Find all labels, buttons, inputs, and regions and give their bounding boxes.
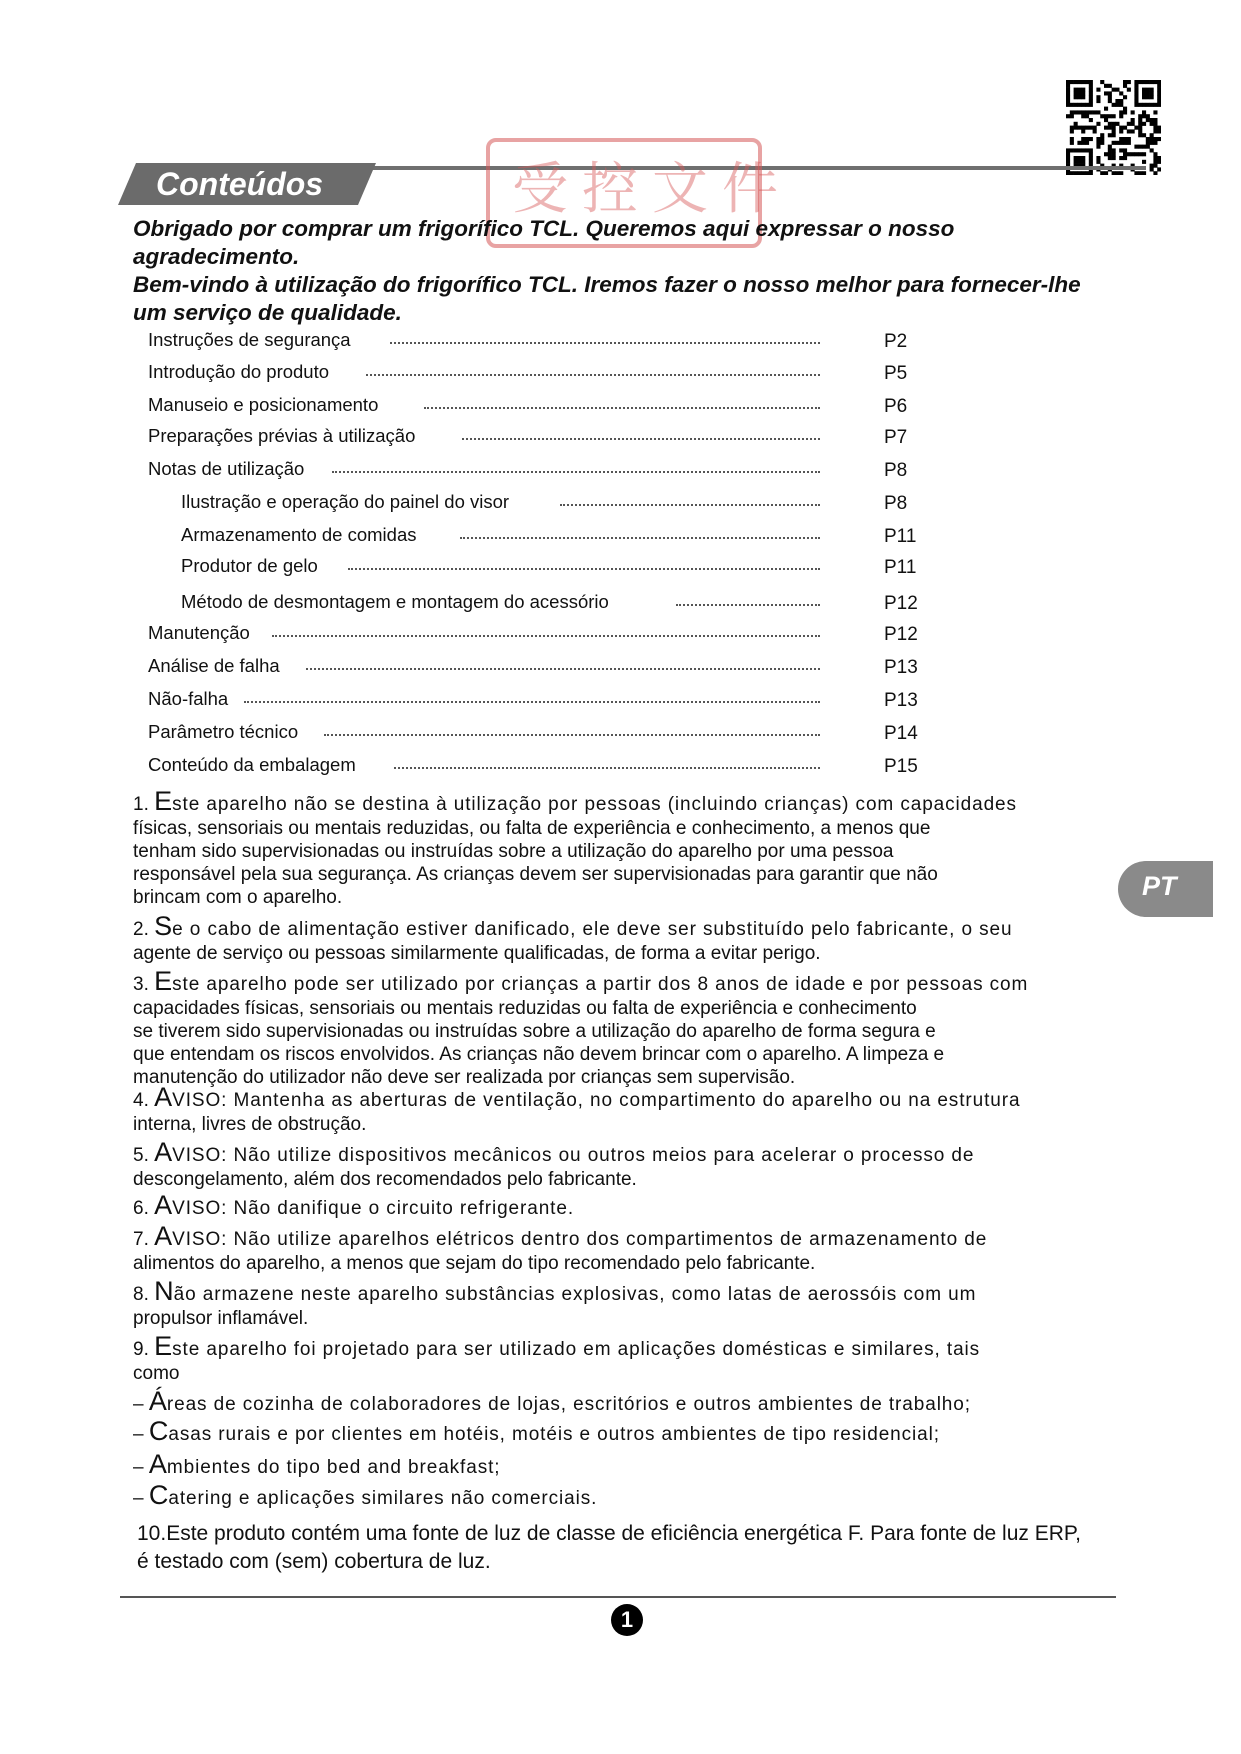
toc-entry-page: P2 xyxy=(884,331,908,352)
safety-item-line: interna, livres de obstrução. xyxy=(133,1114,367,1135)
toc-entry xyxy=(0,424,1000,450)
toc-entry-label: Manuseio e posicionamento xyxy=(148,394,379,415)
qr-code xyxy=(1066,80,1161,175)
safety-item-line: propulsor inflamável. xyxy=(133,1308,309,1329)
safety-item-initial: A xyxy=(148,1449,167,1479)
toc-entry xyxy=(0,621,1000,647)
safety-item-first-line xyxy=(133,786,1153,817)
title-banner xyxy=(118,163,376,205)
safety-item-text: VISO: Não danifique o circuito refrigerante. xyxy=(172,1198,574,1219)
safety-item-text: atering e aplicações similares não comerciais. xyxy=(168,1488,598,1509)
safety-item-number: 8. xyxy=(133,1284,149,1305)
safety-item-first-line xyxy=(133,1416,1153,1447)
safety-item-line: que entendam os riscos envolvidos. As crianças não devem brincar com o aparelho. A limpeza e xyxy=(133,1044,945,1065)
safety-item-number: 3. xyxy=(133,974,149,995)
stamp-text: 受控文件 xyxy=(512,157,792,222)
toc-entry-label: Preparações prévias à utilização xyxy=(148,425,416,446)
toc-entry-page: P7 xyxy=(884,427,908,448)
safety-item-line: responsável pela sua segurança. As crianças devem ser supervisionadas para garantir que não xyxy=(133,864,938,885)
safety-item-text: asas rurais e por clientes em hotéis, motéis e outros ambientes de tipo residencial; xyxy=(168,1424,940,1445)
toc-entry-label: Não-falha xyxy=(148,688,229,709)
page-title: Conteúdos xyxy=(156,166,324,202)
safety-item-text: ste aparelho não se destina à utilização por pessoas (incluindo crianças) com capacidades xyxy=(172,794,1017,815)
safety-item-initial: Á xyxy=(148,1386,167,1416)
toc-entry-page: P13 xyxy=(884,690,918,711)
safety-item xyxy=(133,786,1153,909)
toc-leader-dots xyxy=(244,701,820,703)
safety-item-initial: E xyxy=(154,966,173,996)
safety-item-initial: A xyxy=(154,1137,173,1167)
toc-leader-dots xyxy=(560,504,820,506)
safety-item xyxy=(133,1082,1153,1136)
safety-item-text: ão armazene neste aparelho substâncias explosivas, como latas de aerossóis com um xyxy=(173,1284,977,1305)
safety-item-initial: C xyxy=(148,1480,169,1510)
intro-thanks: Obrigado por comprar um frigorífico TCL. Queremos aqui expressar o nosso agradecimento. xyxy=(133,216,955,269)
safety-item-number: – xyxy=(133,1457,144,1478)
toc-entry-page: P5 xyxy=(884,363,908,384)
safety-item-first-line xyxy=(133,1480,1153,1511)
safety-item-first-line xyxy=(133,1190,1153,1221)
safety-item xyxy=(133,1386,1153,1417)
safety-item xyxy=(133,1480,1153,1511)
toc-leader-dots xyxy=(332,471,820,473)
page-number: 1 xyxy=(611,1604,643,1636)
toc-entry xyxy=(0,753,1000,779)
toc-entry-page: P15 xyxy=(884,756,918,777)
toc-leader-dots xyxy=(394,767,820,769)
safety-item xyxy=(133,1137,1153,1191)
toc-entry xyxy=(0,457,1000,483)
toc-entry-label: Produtor de gelo xyxy=(181,555,318,576)
safety-item-initial: A xyxy=(154,1221,173,1251)
toc-entry-page: P14 xyxy=(884,723,918,744)
toc-leader-dots xyxy=(390,342,820,344)
safety-item-number: – xyxy=(133,1424,144,1445)
toc-leader-dots xyxy=(460,537,820,539)
safety-item-initial: E xyxy=(154,786,173,816)
item10-line2: é testado com (sem) cobertura de luz. xyxy=(137,1550,491,1573)
toc-entry xyxy=(0,687,1000,713)
toc-entry-label: Manutenção xyxy=(148,622,250,643)
safety-item xyxy=(133,1449,1153,1480)
toc-entry xyxy=(0,554,1000,580)
safety-item-first-line xyxy=(133,1137,1153,1168)
toc-entry-page: P8 xyxy=(884,493,908,514)
toc-entry xyxy=(0,360,1000,386)
toc-leader-dots xyxy=(462,438,820,440)
safety-item-first-line xyxy=(133,1221,1153,1252)
toc-entry xyxy=(0,393,1000,419)
toc-entry-page: P12 xyxy=(884,624,918,645)
safety-item-line: físicas, sensoriais ou mentais reduzidas, ou falta de experiência e conhecimento, a menos que xyxy=(133,818,931,839)
safety-item-first-line xyxy=(133,966,1153,997)
toc-leader-dots xyxy=(272,635,820,637)
safety-item xyxy=(133,1331,1153,1385)
toc-entry xyxy=(0,490,1000,516)
safety-item-text: VISO: Não utilize aparelhos elétricos dentro dos compartimentos de armazenamento de xyxy=(172,1229,988,1250)
safety-item-10 xyxy=(137,1520,1157,1576)
toc-leader-dots xyxy=(366,374,820,376)
safety-item-number: – xyxy=(133,1394,144,1415)
safety-item-number: 2. xyxy=(133,919,149,940)
safety-item-text: reas de cozinha de colaboradores de lojas, escritórios e outros ambientes de trabalho; xyxy=(166,1394,971,1415)
safety-item-initial: A xyxy=(154,1190,173,1220)
safety-item-number: 9. xyxy=(133,1339,149,1360)
safety-item-number: – xyxy=(133,1488,144,1509)
safety-item-first-line xyxy=(133,1331,1153,1362)
toc-entry-page: P11 xyxy=(884,557,917,578)
safety-item-initial: N xyxy=(154,1276,174,1306)
toc-entry xyxy=(0,590,1000,616)
item10-line1: 10.Este produto contém uma fonte de luz de classe de eficiência energética F. Para fonte de luz ERP, xyxy=(137,1522,1082,1545)
safety-item-initial: S xyxy=(154,911,173,941)
safety-item-line: como xyxy=(133,1363,180,1384)
safety-item-text: e o cabo de alimentação estiver danificado, ele deve ser substituído pelo fabricante, o seu xyxy=(172,919,1013,940)
toc-entry-page: P12 xyxy=(884,593,918,614)
toc-entry-page: P6 xyxy=(884,396,908,417)
safety-item-initial: C xyxy=(148,1416,169,1446)
safety-item xyxy=(133,966,1153,1089)
toc-entry-label: Método de desmontagem e montagem do acessório xyxy=(181,591,609,612)
safety-item xyxy=(133,911,1153,965)
safety-item-first-line xyxy=(133,1276,1153,1307)
safety-item-first-line xyxy=(133,911,1153,942)
safety-item-line: capacidades físicas, sensoriais ou mentais reduzidas ou falta de experiência e conhecimento xyxy=(133,998,917,1019)
safety-item-number: 5. xyxy=(133,1145,149,1166)
safety-item-line: alimentos do aparelho, a menos que sejam do tipo recomendado pelo fabricante. xyxy=(133,1253,816,1274)
toc-leader-dots xyxy=(348,568,820,570)
safety-item-line: manutenção do utilizador não deve ser realizada por crianças sem supervisão. xyxy=(133,1067,796,1088)
toc-entry xyxy=(0,328,1000,354)
safety-item-initial: E xyxy=(154,1331,173,1361)
safety-item-text: VISO: Não utilize dispositivos mecânicos ou outros meios para acelerar o processo de xyxy=(172,1145,975,1166)
safety-item-text: ste aparelho pode ser utilizado por crianças a partir dos 8 anos de idade e por pessoas com xyxy=(172,974,1029,995)
intro-welcome: Bem-vindo à utilização do frigorífico TCL. Iremos fazer o nosso melhor para fornecer-lhe um serviço de qualidade. xyxy=(133,272,1081,325)
toc-entry xyxy=(0,523,1000,549)
toc-entry-label: Notas de utilização xyxy=(148,458,305,479)
toc-leader-dots xyxy=(324,734,820,736)
safety-item-line: brincam com o aparelho. xyxy=(133,887,343,908)
toc-leader-dots xyxy=(424,407,820,409)
safety-item-line: descongelamento, além dos recomendados pelo fabricante. xyxy=(133,1169,637,1190)
safety-item-number: 7. xyxy=(133,1229,149,1250)
footer-rule xyxy=(120,1596,1116,1598)
safety-item-line: se tiverem sido supervisionadas ou instruídas sobre a utilização do aparelho de forma segura e xyxy=(133,1021,936,1042)
toc-entry-label: Conteúdo da embalagem xyxy=(148,754,356,775)
toc-entry xyxy=(0,654,1000,680)
safety-item xyxy=(133,1190,1153,1221)
safety-item-number: 6. xyxy=(133,1198,149,1219)
safety-item-first-line xyxy=(133,1386,1153,1417)
toc-entry-label: Armazenamento de comidas xyxy=(181,524,417,545)
safety-item-line: agente de serviço ou pessoas similarmente qualificadas, de forma a evitar perigo. xyxy=(133,943,821,964)
toc-entry-page: P8 xyxy=(884,460,908,481)
safety-item xyxy=(133,1276,1153,1330)
toc-entry-label: Análise de falha xyxy=(148,655,280,676)
language-label: PT xyxy=(1142,871,1177,901)
safety-item-text: mbientes do tipo bed and breakfast; xyxy=(166,1457,501,1478)
toc-leader-dots xyxy=(306,668,820,670)
language-tab-pt xyxy=(1118,861,1213,917)
toc-entry-page: P13 xyxy=(884,657,918,678)
safety-item xyxy=(133,1416,1153,1447)
toc-entry xyxy=(0,720,1000,746)
safety-item-first-line xyxy=(133,1082,1153,1113)
safety-item-line: tenham sido supervisionadas ou instruídas sobre a utilização do aparelho por uma pessoa xyxy=(133,841,894,862)
safety-item-text: VISO: Mantenha as aberturas de ventilação, no compartimento do aparelho ou na estrutura xyxy=(172,1090,1021,1111)
toc-entry-label: Instruções de segurança xyxy=(148,329,351,350)
toc-entry-label: Introdução do produto xyxy=(148,361,330,382)
toc-leader-dots xyxy=(676,604,820,606)
safety-item-number: 4. xyxy=(133,1090,149,1111)
safety-item-number: 1. xyxy=(133,794,149,815)
safety-item-text: ste aparelho foi projetado para ser utilizado em aplicações domésticas e similares, tais xyxy=(172,1339,981,1360)
intro-paragraph xyxy=(133,215,1093,327)
safety-item-first-line xyxy=(133,1449,1153,1480)
toc-entry-label: Parâmetro técnico xyxy=(148,721,299,742)
safety-item-initial: A xyxy=(154,1082,173,1112)
toc-entry-page: P11 xyxy=(884,526,917,547)
toc-entry-label: Ilustração e operação do painel do visor xyxy=(181,491,510,512)
safety-item xyxy=(133,1221,1153,1275)
